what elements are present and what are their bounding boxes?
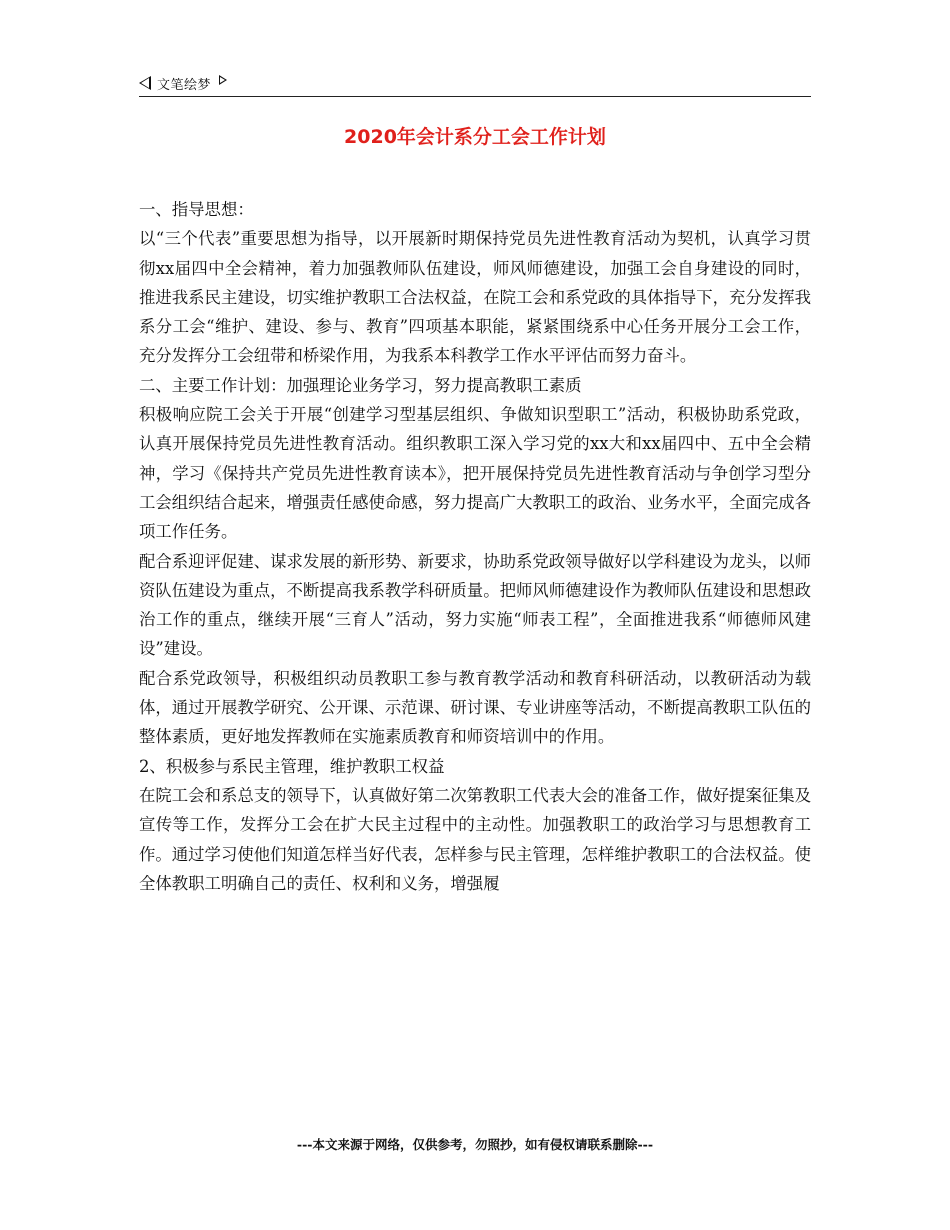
body-paragraph: 配合系党政领导，积极组织动员教职工参与教育教学活动和教育科研活动，以教研活动为载体，通过开展教学研究、公开课、示范课、研讨课、专业讲座等活动，不断提高教职工队伍的整体素质，更好地发挥教师在实施素质教育和师资培训中的作用。	[139, 668, 812, 747]
document-footer: ---本文来源于网络，仅供参考，勿照抄，如有侵权请联系删除---	[296, 1137, 654, 1152]
body-paragraph: 在院工会和系总支的领导下，认真做好第二次第教职工代表大会的准备工作，做好提案征集及宣传等工作，发挥分工会在扩大民主过程中的主动性。加强教职工的政治学习与思想教育工作。通过学习使他们知道怎样当好代表，怎样参与民主管理，怎样维护教职工的合法权益。使全体教职工明确自己的责任、权利和义务，增强履	[139, 785, 812, 893]
document-title: 2020年会计系分工会工作计划	[344, 126, 606, 148]
section-heading: 2、积极参与系民主管理，维护教职工权益	[139, 756, 445, 776]
section-heading: 一、指导思想：	[139, 200, 254, 219]
document-body	[139, 195, 811, 898]
body-paragraph: 积极响应院工会关于开展“创建学习型基层组织、争做知识型职工”活动，积极协助系党政，认真开展保持党员先进性教育活动。组织教职工深入学习党的xx大和xx届四中、五中全会精神，学习《保持共产党员先进性教育读本》，把开展保持党员先进性教育活动与争创学习型分工会组织结合起来，增强责任感使命感，努力提高广大教职工的政治、业务水平，全面完成各项工作任务。	[139, 405, 812, 542]
triangle-left-icon	[139, 76, 151, 90]
document-header	[139, 70, 811, 97]
header-brand: 文笔绘梦	[157, 77, 212, 93]
body-paragraph: 配合系迎评促建、谋求发展的新形势、新要求，协助系党政领导做好以学科建设为龙头，以师资队伍建设为重点，不断提高我系教学科研质量。把师风师德建设作为教师队伍建设和思想政治工作的重点，继续开展“三育人”活动，努力实施“师表工程”，全面推进我系“师德师风建设”建设。	[139, 551, 812, 659]
section-heading: 二、主要工作计划：加强理论业务学习，努力提高教职工素质	[139, 375, 582, 395]
body-paragraph: 以“三个代表”重要思想为指导，以开展新时期保持党员先进性教育活动为契机，认真学习贯彻xx届四中全会精神，着力加强教师队伍建设，师风师德建设，加强工会自身建设的同时，推进我系民主建设，切实维护教职工合法权益，在院工会和系党政的具体指导下，充分发挥我系分工会“维护、建设、参与、教育”四项基本职能，紧紧围绕系中心任务开展分工会工作，充分发挥分工会纽带和桥梁作用，为我系本科教学工作水平评估而努力奋斗。	[139, 229, 812, 366]
triangle-right-icon	[219, 75, 227, 85]
